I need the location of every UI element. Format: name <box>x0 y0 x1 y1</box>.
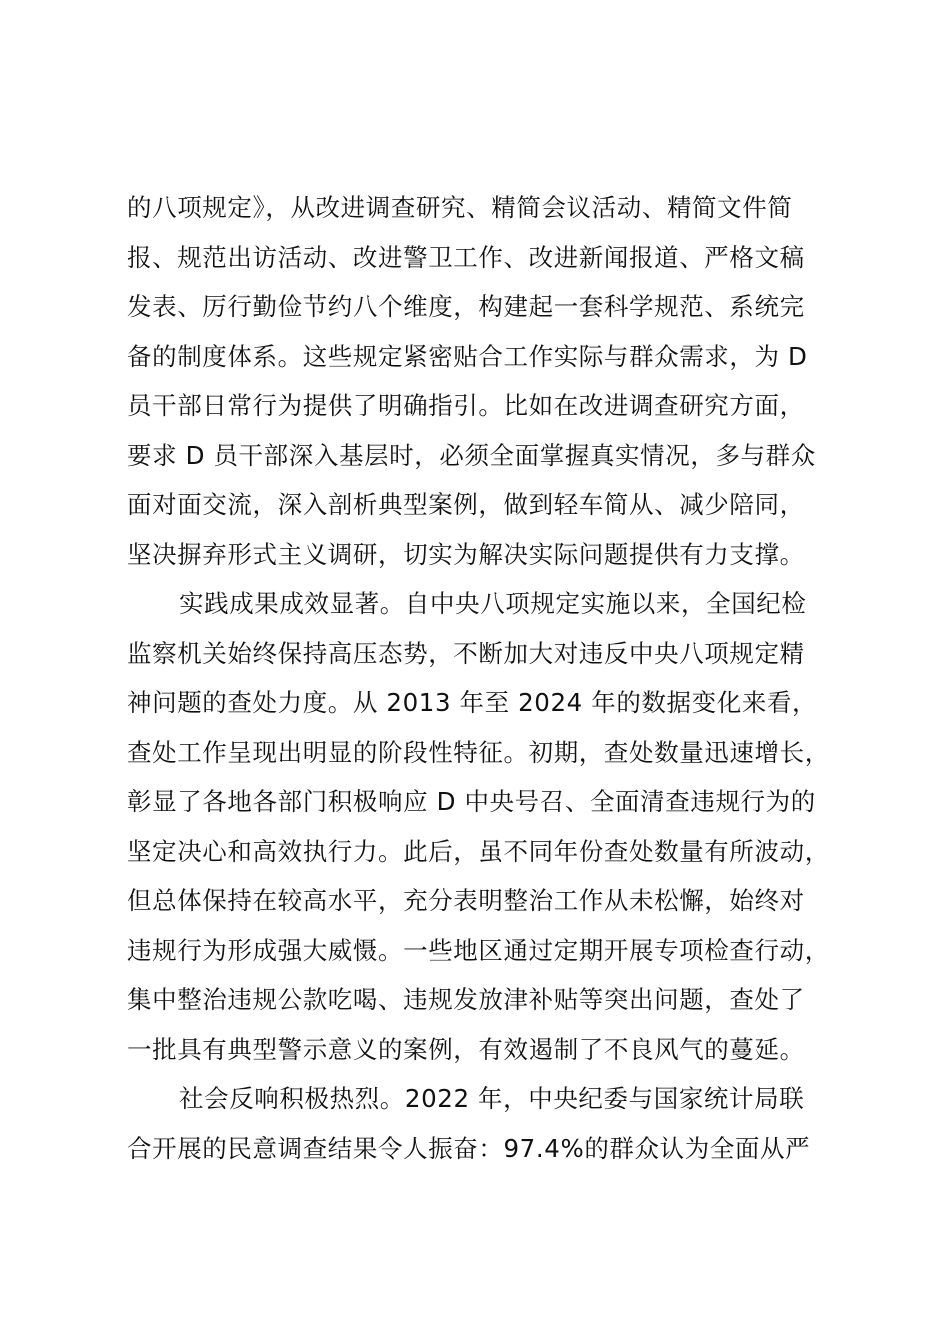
text-line-2: 报、规范出访活动、改进警卫工作、改进新闻报道、严格文稿 <box>127 242 805 272</box>
text-line-6: 要求 D 员干部深入基层时，必须全面掌握真实情况，多与群众 <box>127 440 816 470</box>
text-line-3: 发表、厉行勤俭节约八个维度，构建起一套科学规范、系统完 <box>127 292 805 321</box>
text-line-8: 坚决摒弃形式主义调研，切实为解决实际问题提供有力支撑。 <box>127 539 805 569</box>
text-line-20: 合开展的民意调查结果令人振奋：97.4%的群众认为全面从严 <box>127 1133 811 1163</box>
paragraph-start-line: 社会反响积极热烈。2022 年，中央纪委与国家统计局联 <box>179 1084 805 1113</box>
text-line-4: 备的制度体系。这些规定紧密贴合工作实际与群众需求，为 D <box>127 341 808 371</box>
text-line-12: 查处工作呈现出明显的阶段性特征。初期，查处数量迅速增长， <box>127 737 830 767</box>
text-line-5: 员干部日常行为提供了明确指引。比如在改进调查研究方面， <box>127 391 805 420</box>
paragraph-start-line: 实践成果成效显著。自中央八项规定实施以来，全国纪检 <box>179 589 807 618</box>
body-text <box>127 183 867 1173</box>
text-line-16: 违规行为形成强大威慑。一些地区通过定期开展专项检查行动， <box>127 935 830 965</box>
text-line-14: 坚定决心和高效执行力。此后，虽不同年份查处数量有所波动， <box>127 836 830 866</box>
text-line-13: 彰显了各地各部门积极响应 D 中央号召、全面清查违规行为的 <box>127 787 816 816</box>
text-line-7: 面对面交流，深入剖析典型案例，做到轻车简从、减少陪同， <box>127 490 805 519</box>
text-line-1: 的八项规定》，从改进调查研究、精简会议活动、精简文件简 <box>127 193 793 222</box>
text-line-15: 但总体保持在较高水平，充分表明整治工作从未松懈，始终对 <box>127 886 805 915</box>
text-line-10: 监察机关始终保持高压态势，不断加大对违反中央八项规定精 <box>127 638 805 668</box>
text-line-17: 集中整治违规公款吃喝、违规发放津补贴等突出问题，查处了 <box>127 985 805 1014</box>
text-line-11: 神问题的查处力度。从 2013 年至 2024 年的数据变化来看， <box>127 688 818 717</box>
text-line-18: 一批具有典型警示意义的案例，有效遏制了不良风气的蔓延。 <box>127 1034 805 1064</box>
